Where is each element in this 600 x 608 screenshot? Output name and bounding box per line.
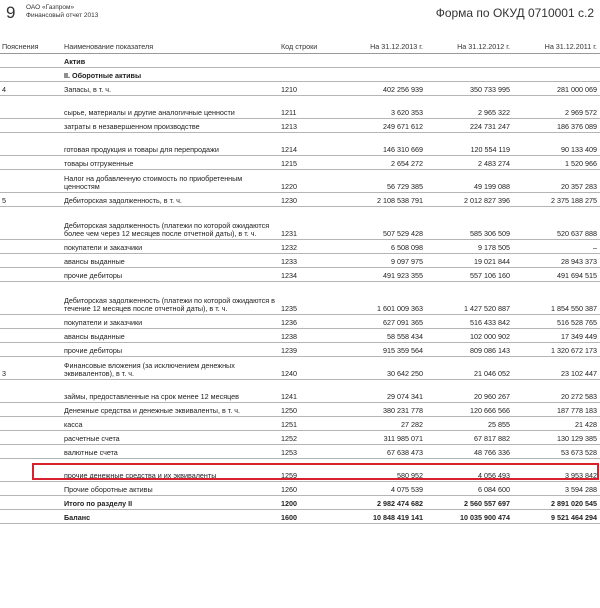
row-note: 4 (0, 82, 62, 96)
table-row (0, 156, 600, 170)
row-value-2012: 21 046 052 (426, 357, 513, 380)
row-code: 1210 (279, 82, 340, 96)
row-code: 1215 (279, 156, 340, 170)
row-value-2011: 90 133 409 (513, 133, 600, 156)
row-value-2013: 402 256 939 (340, 82, 426, 96)
row-value-2011: 281 000 069 (513, 82, 600, 96)
row-value-2012: 1 427 520 887 (426, 282, 513, 315)
row-name: Денежные средства и денежные эквиваленты, в т. ч. (62, 403, 279, 417)
row-value-2012: 2 560 557 697 (426, 496, 513, 510)
row-note (0, 156, 62, 170)
row-value-2012: 120 666 566 (426, 403, 513, 417)
row-value-2012: 20 960 267 (426, 380, 513, 403)
row-value-2012: 224 731 247 (426, 119, 513, 133)
row-note (0, 240, 62, 254)
row-code: 1253 (279, 445, 340, 459)
table-row (0, 133, 600, 156)
col-2011-header: На 31.12.2011 г. (513, 40, 600, 54)
row-value-2013 (340, 68, 426, 82)
row-code: 1234 (279, 268, 340, 282)
row-value-2013: 2 654 272 (340, 156, 426, 170)
table-row (0, 482, 600, 496)
row-note: 5 (0, 193, 62, 207)
row-value-2012: 19 021 844 (426, 254, 513, 268)
row-value-2013: 67 638 473 (340, 445, 426, 459)
row-note (0, 343, 62, 357)
row-value-2011: 20 357 283 (513, 170, 600, 193)
row-code: 1213 (279, 119, 340, 133)
row-value-2012: 516 433 842 (426, 315, 513, 329)
row-note (0, 482, 62, 496)
row-value-2013: 2 108 538 791 (340, 193, 426, 207)
row-name: расчетные счета (62, 431, 279, 445)
row-code: 1232 (279, 240, 340, 254)
row-value-2012: 4 056 493 (426, 459, 513, 482)
row-value-2012: 120 554 119 (426, 133, 513, 156)
row-note (0, 133, 62, 156)
row-name: валютные счета (62, 445, 279, 459)
row-name: Дебиторская задолженность (платежи по которой ожидаются более чем через 12 месяцев после отчетной даты), в т. ч. (62, 207, 279, 240)
row-value-2011: 21 428 (513, 417, 600, 431)
row-note (0, 445, 62, 459)
row-value-2013: 627 091 365 (340, 315, 426, 329)
table-row (0, 68, 600, 82)
row-value-2012: 48 766 336 (426, 445, 513, 459)
page-number: 9 (6, 3, 16, 22)
row-note (0, 254, 62, 268)
table-row (0, 445, 600, 459)
row-value-2013: 27 282 (340, 417, 426, 431)
row-name: прочие дебиторы (62, 343, 279, 357)
table-row (0, 207, 600, 240)
row-note (0, 510, 62, 524)
row-value-2012: 6 084 600 (426, 482, 513, 496)
row-value-2012: 557 106 160 (426, 268, 513, 282)
row-name: касса (62, 417, 279, 431)
row-value-2012: 2 965 322 (426, 96, 513, 119)
row-value-2013: 507 529 428 (340, 207, 426, 240)
row-value-2011: 130 129 385 (513, 431, 600, 445)
row-value-2012: 9 178 505 (426, 240, 513, 254)
row-name: Баланс (62, 510, 279, 524)
row-value-2011 (513, 54, 600, 68)
row-note (0, 417, 62, 431)
row-value-2011 (513, 68, 600, 82)
row-name: покупатели и заказчики (62, 315, 279, 329)
row-note (0, 268, 62, 282)
row-name: прочие дебиторы (62, 268, 279, 282)
row-value-2013: 10 848 419 141 (340, 510, 426, 524)
row-value-2011: 1 520 966 (513, 156, 600, 170)
row-name: затраты в незавершенном производстве (62, 119, 279, 133)
row-value-2013: 311 985 071 (340, 431, 426, 445)
row-value-2011: 17 349 449 (513, 329, 600, 343)
company-name: ОАО «Газпром» (26, 4, 75, 11)
table-row (0, 282, 600, 315)
row-value-2011: 1 320 672 173 (513, 343, 600, 357)
row-name: готовая продукция и товары для перепродажи (62, 133, 279, 156)
row-value-2011: 2 375 188 275 (513, 193, 600, 207)
row-value-2013: 2 982 474 682 (340, 496, 426, 510)
row-code: 1211 (279, 96, 340, 119)
row-name: товары отгруженные (62, 156, 279, 170)
row-name: сырье, материалы и другие аналогичные ценности (62, 96, 279, 119)
row-value-2012: 49 199 088 (426, 170, 513, 193)
row-value-2011: 3 953 842 (513, 459, 600, 482)
row-name: покупатели и заказчики (62, 240, 279, 254)
row-name: авансы выданные (62, 254, 279, 268)
row-value-2012: 102 000 902 (426, 329, 513, 343)
table-row (0, 170, 600, 193)
row-note (0, 207, 62, 240)
row-note (0, 119, 62, 133)
highlighted-row-cash (0, 403, 600, 417)
row-code: 1230 (279, 193, 340, 207)
row-value-2013: 30 642 250 (340, 357, 426, 380)
row-code: 1259 (279, 459, 340, 482)
row-code: 1600 (279, 510, 340, 524)
row-code: 1238 (279, 329, 340, 343)
row-code: 1252 (279, 431, 340, 445)
row-value-2013: 9 097 975 (340, 254, 426, 268)
row-value-2013: 380 231 778 (340, 403, 426, 417)
row-value-2012: 809 086 143 (426, 343, 513, 357)
table-row-total (0, 496, 600, 510)
row-code: 1250 (279, 403, 340, 417)
row-value-2013 (340, 54, 426, 68)
table-header-row (0, 40, 600, 54)
row-note (0, 329, 62, 343)
row-value-2013: 1 601 009 363 (340, 282, 426, 315)
row-code: 1235 (279, 282, 340, 315)
company-block (26, 4, 98, 20)
row-value-2011: – (513, 240, 600, 254)
row-name: авансы выданные (62, 329, 279, 343)
row-name: Запасы, в т. ч. (62, 82, 279, 96)
row-value-2011: 491 694 515 (513, 268, 600, 282)
row-name: Итого по разделу II (62, 496, 279, 510)
row-name: Финансовые вложения (за исключением денежных эквивалентов), в т. ч. (62, 357, 279, 380)
col-code-header: Код строки (279, 40, 340, 54)
report-name: Финансовый отчет 2013 (26, 12, 99, 19)
row-code: 1231 (279, 207, 340, 240)
table-row (0, 82, 600, 96)
page-header (0, 0, 600, 30)
row-value-2011: 23 102 447 (513, 357, 600, 380)
row-code: 1236 (279, 315, 340, 329)
row-code: 1251 (279, 417, 340, 431)
row-note (0, 315, 62, 329)
row-note (0, 54, 62, 68)
row-value-2011: 53 673 528 (513, 445, 600, 459)
row-value-2012: 350 733 995 (426, 82, 513, 96)
col-name-header: Наименование показателя (62, 40, 279, 54)
table-row (0, 54, 600, 68)
row-note: 3 (0, 357, 62, 380)
row-value-2013: 56 729 385 (340, 170, 426, 193)
row-value-2012: 25 855 (426, 417, 513, 431)
row-value-2013: 29 074 341 (340, 380, 426, 403)
row-value-2012: 2 012 827 396 (426, 193, 513, 207)
row-name: Актив (62, 54, 279, 68)
row-value-2012: 2 483 274 (426, 156, 513, 170)
row-value-2013: 249 671 612 (340, 119, 426, 133)
row-note (0, 431, 62, 445)
row-code: 1241 (279, 380, 340, 403)
table-row (0, 357, 600, 380)
table-row (0, 431, 600, 445)
table-row (0, 417, 600, 431)
row-name: займы, предоставленные на срок менее 12 месяцев (62, 380, 279, 403)
row-name: II. Оборотные активы (62, 68, 279, 82)
table-row (0, 119, 600, 133)
row-value-2013: 6 508 098 (340, 240, 426, 254)
row-value-2011: 2 891 020 545 (513, 496, 600, 510)
row-code (279, 54, 340, 68)
table-row (0, 315, 600, 329)
table-row (0, 240, 600, 254)
form-title: Форма по ОКУД 0710001 с.2 (435, 6, 594, 20)
row-note (0, 96, 62, 119)
row-note (0, 282, 62, 315)
row-value-2013: 915 359 564 (340, 343, 426, 357)
table-row-balance (0, 510, 600, 524)
col-2013-header: На 31.12.2013 г. (340, 40, 426, 54)
row-value-2011: 9 521 464 294 (513, 510, 600, 524)
row-value-2011: 1 854 550 387 (513, 282, 600, 315)
row-note (0, 380, 62, 403)
row-code: 1220 (279, 170, 340, 193)
row-name: Налог на добавленную стоимость по приобретенным ценностям (62, 170, 279, 193)
balance-sheet-table (0, 40, 600, 524)
row-value-2011: 3 594 288 (513, 482, 600, 496)
row-value-2012: 585 306 509 (426, 207, 513, 240)
row-value-2011: 516 528 765 (513, 315, 600, 329)
row-note (0, 170, 62, 193)
table-row (0, 343, 600, 357)
row-code: 1200 (279, 496, 340, 510)
row-name: Дебиторская задолженность, в т. ч. (62, 193, 279, 207)
row-value-2011: 186 376 089 (513, 119, 600, 133)
row-value-2011: 187 778 183 (513, 403, 600, 417)
row-value-2013: 3 620 353 (340, 96, 426, 119)
row-name: прочие денежные средства и их эквиваленты (62, 459, 279, 482)
table-row (0, 380, 600, 403)
table-row (0, 96, 600, 119)
row-code: 1214 (279, 133, 340, 156)
row-code: 1239 (279, 343, 340, 357)
table-row (0, 329, 600, 343)
highlight-box (32, 463, 599, 480)
row-value-2012: 67 817 882 (426, 431, 513, 445)
row-value-2013: 491 923 355 (340, 268, 426, 282)
table-row (0, 193, 600, 207)
row-value-2011: 520 637 888 (513, 207, 600, 240)
col-2012-header: На 31.12.2012 г. (426, 40, 513, 54)
row-value-2012 (426, 68, 513, 82)
row-note (0, 403, 62, 417)
row-value-2011: 2 969 572 (513, 96, 600, 119)
row-value-2013: 146 310 669 (340, 133, 426, 156)
row-value-2011: 20 272 583 (513, 380, 600, 403)
row-value-2013: 4 075 539 (340, 482, 426, 496)
row-name: Дебиторская задолженность (платежи по которой ожидаются в течение 12 месяцев после отчетной даты), в т. ч. (62, 282, 279, 315)
table-row (0, 268, 600, 282)
row-value-2011: 28 943 373 (513, 254, 600, 268)
row-value-2012: 10 035 900 474 (426, 510, 513, 524)
row-value-2013: 580 952 (340, 459, 426, 482)
row-value-2012 (426, 54, 513, 68)
row-code (279, 68, 340, 82)
row-note (0, 68, 62, 82)
table-row (0, 254, 600, 268)
row-code: 1260 (279, 482, 340, 496)
col-note-header: Пояснения (0, 40, 62, 54)
row-code: 1240 (279, 357, 340, 380)
row-value-2013: 58 558 434 (340, 329, 426, 343)
row-name: Прочие оборотные активы (62, 482, 279, 496)
row-code: 1233 (279, 254, 340, 268)
row-note (0, 496, 62, 510)
